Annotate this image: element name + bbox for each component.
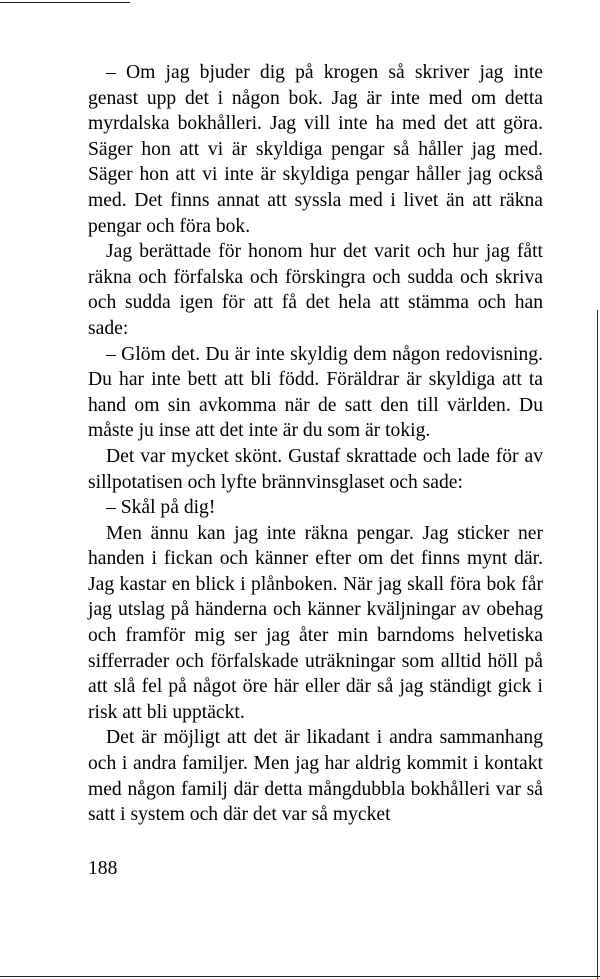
paragraph-6: Men ännu kan jag inte räkna pengar. Jag sticker ner handen i fickan och känner efter om det finns mynt där. Jag kastar en blick i plånboken. När jag skall föra bok får jag utslag på händerna och känner kväljningar av obehag och framför mig ser jag åter min barndoms helvetiska sifferrader och förfalskade uträkningar som alltid höll på att slå fel på något öre här eller där så jag ständigt gick i risk att bli upptäckt.	[88, 522, 543, 723]
scan-edge-top	[0, 2, 130, 3]
scan-edge-right	[597, 310, 598, 979]
paragraph-7: Det är möjligt att det är likadant i andra sammanhang och i andra familjer. Men jag har aldrig kommit i kontakt med någon familj där detta mångdubbla bokhålleri var så satt i system och där det var så mycket	[88, 727, 543, 826]
paragraph-1: – Om jag bjuder dig på krogen så skriver jag inte genast upp det i någon bok. Jag är inte med om detta myrdalska bokhålleri. Jag vill inte ha med det att göra. Säger hon att vi är skyldiga pengar så håller jag med. Säger hon att vi inte är skyldiga pengar håller jag också med. Det finns annat att syssla med i livet än att räkna pengar och föra bok.	[88, 62, 543, 237]
paragraph-4: Det var mycket skönt. Gustaf skrattade och lade för av sillpotatisen och lyfte brännvinsglaset och sade:	[88, 445, 543, 493]
page-number: 188	[88, 858, 118, 879]
page-text-body	[88, 60, 543, 828]
paragraph-3: – Glöm det. Du är inte skyldig dem någon redovisning. Du har inte bett att bli född. Föräldrar är skyldiga att ta hand om sin avkomma när de satt den till världen. Du måste ju inse att det inte är du som är tokig.	[88, 343, 543, 442]
paragraph-5: – Skål på dig!	[106, 497, 216, 519]
paragraph-2: Jag berättade för honom hur det varit och hur jag fått räkna och förfalska och förskingra och sudda och skriva och sudda igen för att få det hela att stämma och han sade:	[88, 241, 543, 339]
scan-edge-bottom	[0, 976, 600, 977]
